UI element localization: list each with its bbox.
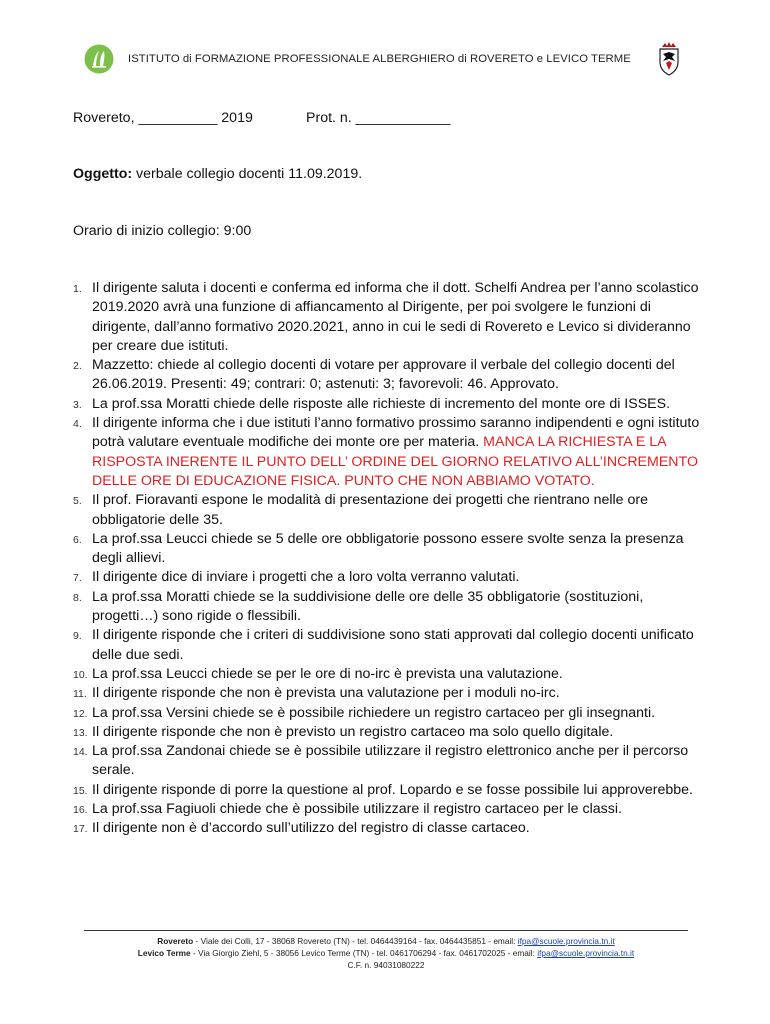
institution-name: ISTITUTO di FORMAZIONE PROFESSIONALE ALBERGHIERO di ROVERETO e LEVICO TERME [128, 53, 631, 65]
list-item-text: La prof.ssa Zandonai chiede se è possibile utilizzare il registro elettronico anche per il percorso serale. [92, 743, 689, 779]
place-date: Rovereto, __________ 2019 [73, 110, 253, 126]
list-item-text: La prof.ssa Versini chiede se è possibile richiedere un registro cartaceo per gli insegnanti. [92, 704, 656, 721]
list-item-number: 16. [73, 804, 88, 817]
list-item-text: La prof.ssa Moratti chiede se la suddivisione delle ore delle 35 obbligatorie (sostituzioni, progetti…) sono rigide o flessibili. [92, 588, 644, 625]
green-circle-logo-icon [84, 44, 114, 74]
footer-divider [84, 930, 688, 931]
list-item [73, 665, 713, 684]
footer-fiscal-code: C.F. n. 94031080222 [347, 960, 425, 971]
footer-rovereto-label: Rovereto [157, 936, 194, 946]
footer-rovereto-email-link[interactable]: ifpa@scuole.provincia.tn.it [517, 936, 615, 946]
list-item [73, 819, 713, 838]
list-item-number: 13. [73, 726, 88, 739]
footer-rovereto-text: - Viale dei Colli, 17 - 38068 Rovereto (TN) - tel. 0464439164 - fax. 0464435851 - email: [193, 936, 518, 946]
list-item-number: 7. [73, 572, 82, 585]
list-item-number: 2. [73, 360, 82, 373]
list-item-text: La prof.ssa Moratti chiede delle risposte alle richieste di incremento del monte ore di ISSES. [92, 395, 671, 412]
list-item-number: 5. [73, 495, 82, 508]
list-item-text: Il dirigente risponde che non è previsto un registro cartaceo ma solo quello digitale. [92, 723, 614, 740]
list-item [73, 742, 713, 781]
list-item-text: Il prof. Fioravanti espone le modalità di presentazione dei progetti che rientrano nelle ore obbligatorie delle 35. [92, 492, 649, 528]
list-item-number: 8. [73, 591, 82, 604]
list-item [73, 704, 713, 723]
footer-levico-email-link[interactable]: ifpa@scuole.provincia.tn.it [537, 948, 635, 959]
list-item-note: MANCA LA RICHIESTA E LA RISPOSTA INERENTE IL PUNTO DELL’ ORDINE DEL GIORNO RELATIVO ALL’INCREMENTO DELLE ORE DI EDUCAZIONE FISICA. PUNTO CHE NON ABBIAMO VOTATO. [92, 434, 698, 489]
footer-levico-text: - Via Giorgio Ziehl, 5 - 38056 Levico Terme (TN) - tel. 0461706294 - fax. 0461702025 - email: [190, 948, 538, 959]
list-item-number: 12. [73, 707, 88, 720]
list-item-number: 15. [73, 784, 88, 797]
date-protocol-line [73, 110, 451, 126]
letterhead [84, 42, 684, 76]
list-item-number: 1. [73, 283, 82, 295]
list-item-text: Il dirigente risponde che i criteri di suddivisione sono stati approvati dal collegio docenti unificato delle due sedi. [92, 627, 694, 663]
list-item [73, 491, 713, 530]
start-time: Orario di inizio collegio: 9:00 [73, 223, 252, 239]
list-item [73, 356, 713, 395]
list-item [73, 723, 713, 742]
list-item-number: 10. [73, 668, 88, 681]
list-item [73, 800, 713, 819]
list-item [73, 588, 713, 627]
list-item-text: Il dirigente informa che i due istituti l’anno formativo prossimo saranno indipendenti e ogni istituto potrà valutare eventuale modifiche dei monte ore per materia. [92, 415, 700, 451]
list-item-text: Il dirigente saluta i docenti e conferma ed informa che il dott. Schelfi Andrea per l’anno scolastico 2019.2020 avrà una funzione di affiancamento al Dirigente, per poi svolgere le funzioni di dirigente, dall’anno formativo 2020.2021, anno in cui le sedi di Rovereto e Levico si divideranno per creare due istituti. [92, 280, 699, 354]
list-item-text: Il dirigente risponde di porre la questione al prof. Lopardo e se fosse possibile lui approverebbe. [92, 781, 693, 798]
list-item-text: La prof.ssa Leucci chiede se per le ore di no-irc è prevista una valutazione. [92, 665, 563, 682]
list-item-text: Il dirigente dice di inviare i progetti che a loro volta verranno valutati. [92, 569, 520, 586]
list-item [73, 684, 713, 703]
list-item-text: Il dirigente non è d’accordo sull’utilizzo del registro di classe cartaceo. [92, 820, 530, 837]
footer-levico [84, 947, 688, 959]
list-item [73, 568, 713, 587]
coat-of-arms-icon [657, 42, 681, 76]
list-item-text: Il dirigente risponde che non è prevista una valutazione per i moduli no-irc. [92, 685, 560, 702]
list-item [73, 395, 713, 414]
list-item [73, 279, 713, 356]
subject-line [73, 166, 362, 182]
list-item-text: Mazzetto: chiede al collegio docenti di votare per approvare il verbale del collegio docenti del 26.06.2019. Presenti: 49; contrari: 0; astenuti: 3; favorevoli: 46. Approvato. [92, 357, 675, 393]
list-item-number: 17. [73, 823, 88, 836]
footer [84, 935, 688, 972]
footer-levico-label: Levico Terme [137, 948, 191, 959]
list-item [73, 781, 713, 800]
list-item-number: 11. [73, 688, 87, 701]
list-item-text: La prof.ssa Fagiuoli chiede che è possibile utilizzare il registro cartaceo per le classi. [92, 801, 622, 818]
footer-rovereto [84, 935, 688, 947]
list-item-text: La prof.ssa Leucci chiede se 5 delle ore obbligatorie possono essere svolte senza la presenza degli allievi. [92, 530, 684, 567]
list-item [73, 530, 713, 569]
list-item [73, 626, 713, 665]
list-item-number: 4. [73, 418, 82, 431]
list-item-number: 9. [73, 630, 82, 643]
list-item-number: 14. [73, 746, 88, 759]
list-item [73, 414, 713, 491]
list-item-number: 3. [73, 398, 82, 411]
protocol-number: Prot. n. ____________ [306, 110, 451, 126]
subject-label: Oggetto: [73, 166, 133, 182]
minutes-list [73, 279, 713, 839]
list-item-number: 6. [73, 533, 82, 546]
subject-text: verbale collegio docenti 11.09.2019. [132, 166, 363, 182]
